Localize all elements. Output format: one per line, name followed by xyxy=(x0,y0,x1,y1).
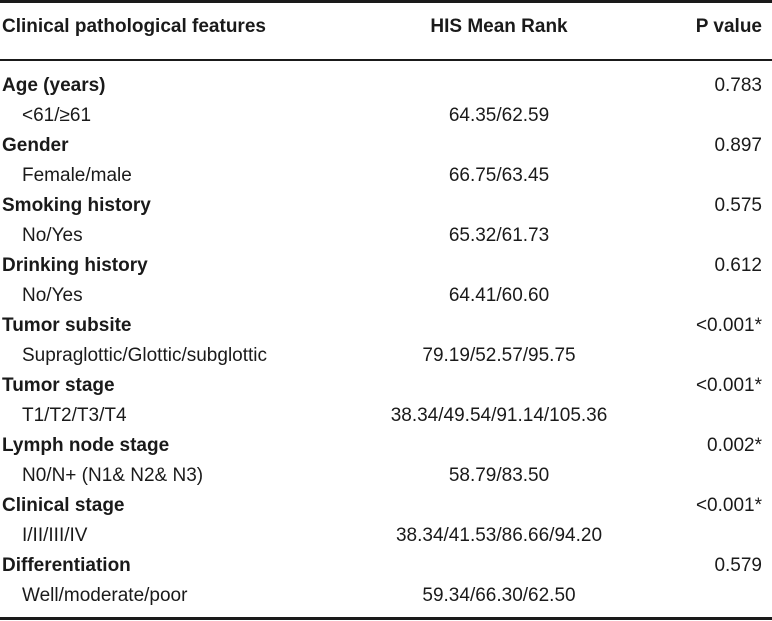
table-row-feature xyxy=(0,191,772,221)
header-p-value: P value xyxy=(695,16,762,37)
table-row-subgroup xyxy=(0,581,772,611)
table-top-rule xyxy=(0,0,772,3)
subgroup-label: T1/T2/T3/T4 xyxy=(22,405,127,426)
feature-label: Tumor subsite xyxy=(2,315,132,336)
mean-rank: 58.79/83.50 xyxy=(448,465,550,486)
table-row-subgroup xyxy=(0,101,772,131)
mean-rank: 64.41/60.60 xyxy=(448,285,550,306)
table-row-feature xyxy=(0,71,772,101)
feature-label: Differentiation xyxy=(2,555,131,576)
table-row-subgroup xyxy=(0,341,772,371)
feature-label: Age (years) xyxy=(2,75,106,96)
subgroup-label: Well/moderate/poor xyxy=(22,585,188,606)
feature-label: Drinking history xyxy=(2,255,148,276)
table-row-subgroup xyxy=(0,161,772,191)
mean-rank: 65.32/61.73 xyxy=(448,225,550,246)
subgroup-label: Supraglottic/Glottic/subglottic xyxy=(22,345,268,366)
table-row-subgroup xyxy=(0,281,772,311)
feature-label: Tumor stage xyxy=(2,375,115,396)
feature-label: Lymph node stage xyxy=(2,435,170,456)
p-value: 0.783 xyxy=(714,75,762,96)
p-value: <0.001* xyxy=(695,375,762,396)
p-value: <0.001* xyxy=(695,315,762,336)
feature-label: Smoking history xyxy=(2,195,151,216)
mean-rank: 38.34/41.53/86.66/94.20 xyxy=(395,525,603,546)
subgroup-label: I/II/III/IV xyxy=(22,525,88,546)
table-row-feature xyxy=(0,311,772,341)
subgroup-label: N0/N+ (N1& N2& N3) xyxy=(22,465,204,486)
table-row-feature xyxy=(0,251,772,281)
subgroup-label: Female/male xyxy=(22,165,132,186)
p-value: 0.897 xyxy=(714,135,762,156)
mean-rank: 79.19/52.57/95.75 xyxy=(422,345,576,366)
subgroup-label: <61/≥61 xyxy=(22,105,92,126)
mean-rank: 59.34/66.30/62.50 xyxy=(422,585,576,606)
p-value: 0.612 xyxy=(714,255,762,276)
table-row-subgroup xyxy=(0,221,772,251)
header-feature: Clinical pathological features xyxy=(2,16,266,37)
feature-label: Gender xyxy=(2,135,69,156)
table-row-feature xyxy=(0,371,772,401)
table-row-subgroup xyxy=(0,401,772,431)
mean-rank: 38.34/49.54/91.14/105.36 xyxy=(390,405,608,426)
table-header-row xyxy=(0,12,772,42)
subgroup-label: No/Yes xyxy=(22,225,83,246)
p-value: 0.579 xyxy=(714,555,762,576)
mean-rank: 64.35/62.59 xyxy=(448,105,550,126)
table-row-feature xyxy=(0,131,772,161)
header-rank: HIS Mean Rank xyxy=(430,16,568,37)
mean-rank: 66.75/63.45 xyxy=(448,165,550,186)
table-bottom-rule xyxy=(0,617,772,620)
table-row-subgroup xyxy=(0,461,772,491)
subgroup-label: No/Yes xyxy=(22,285,83,306)
p-value: 0.002* xyxy=(707,435,762,456)
table-row-feature xyxy=(0,551,772,581)
table-row-feature xyxy=(0,431,772,461)
feature-label: Clinical stage xyxy=(2,495,125,516)
table-header-rule xyxy=(0,59,772,61)
table-row-subgroup xyxy=(0,521,772,551)
table-row-feature xyxy=(0,491,772,521)
p-value: <0.001* xyxy=(695,495,762,516)
p-value: 0.575 xyxy=(714,195,762,216)
